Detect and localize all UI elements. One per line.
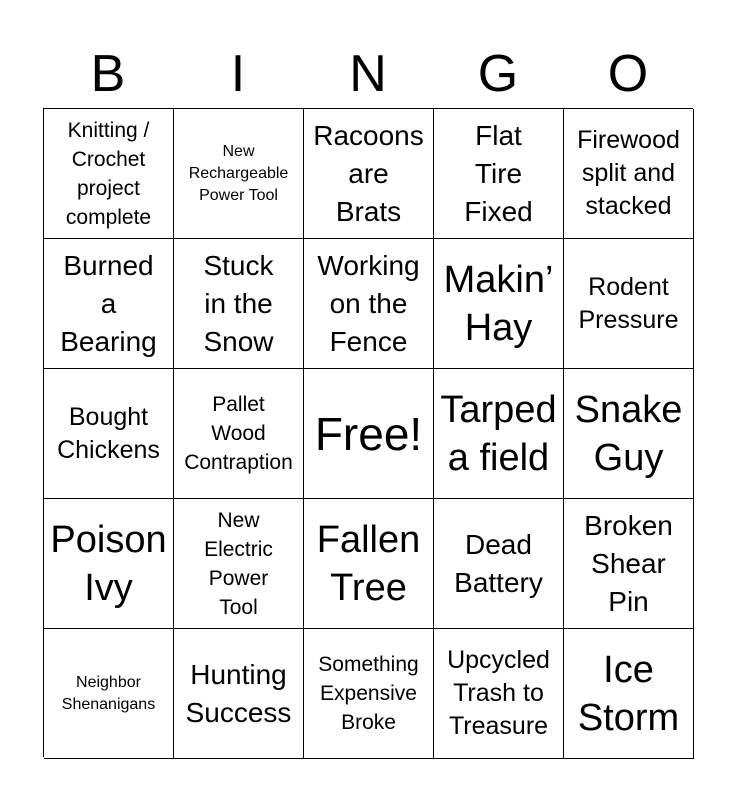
bingo-cell-o2[interactable]	[564, 239, 694, 369]
bingo-board	[43, 108, 693, 757]
bingo-cell-n5[interactable]	[304, 629, 434, 759]
header-letter-g: G	[477, 45, 519, 103]
bingo-cell-label: Firewood split and stacked	[577, 126, 680, 220]
header-letter-b: B	[90, 45, 126, 103]
bingo-cell-label: Flat Tire Fixed	[464, 119, 533, 227]
bingo-cell-label: Stuck in the Snow	[203, 249, 274, 357]
bingo-cell-label: Poison Ivy	[50, 518, 167, 609]
bingo-cell-o5[interactable]	[564, 629, 694, 759]
bingo-cell-label: New Rechargeable Power Tool	[188, 142, 289, 204]
bingo-cell-i3[interactable]	[174, 369, 304, 499]
bingo-cell-i4[interactable]	[174, 499, 304, 629]
bingo-cell-label: Racoons are Brats	[313, 119, 424, 227]
bingo-cell-i5[interactable]	[174, 629, 304, 759]
bingo-cell-label: Something Expensive Broke	[318, 653, 419, 734]
bingo-cell-label: Dead Battery	[454, 528, 543, 598]
bingo-cell-b4[interactable]	[44, 499, 174, 629]
bingo-cell-label: Knitting / Crochet project complete	[65, 118, 152, 229]
bingo-cell-g3[interactable]	[434, 369, 564, 499]
bingo-cell-i2[interactable]	[174, 239, 304, 369]
bingo-cell-b5[interactable]	[44, 629, 174, 759]
bingo-cell-o3[interactable]	[564, 369, 694, 499]
bingo-cell-n3[interactable]	[304, 369, 434, 499]
header-letter-i: I	[230, 45, 246, 103]
bingo-cell-label: New Electric Power Tool	[204, 508, 273, 619]
bingo-cell-n1[interactable]	[304, 109, 434, 239]
bingo-cell-b3[interactable]	[44, 369, 174, 499]
bingo-cell-g2[interactable]	[434, 239, 564, 369]
bingo-cell-g5[interactable]	[434, 629, 564, 759]
bingo-cell-label: Tarped a field	[440, 388, 557, 479]
bingo-cell-label: Hunting Success	[185, 658, 292, 728]
bingo-cell-label: Burned a Bearing	[60, 249, 157, 357]
bingo-cell-label: Working on the Fence	[317, 249, 420, 357]
bingo-cell-label: Free!	[314, 407, 423, 460]
header-letter-n: N	[349, 45, 387, 103]
header-letter-o: O	[607, 45, 649, 103]
bingo-cell-label: Neighbor Shenanigans	[61, 673, 156, 713]
bingo-cell-label: Ice Storm	[577, 648, 680, 739]
bingo-cell-label: Makin’ Hay	[443, 258, 554, 349]
bingo-cell-label: Broken Shear Pin	[584, 509, 673, 617]
bingo-cell-label: Snake Guy	[574, 388, 683, 479]
bingo-header	[43, 40, 693, 108]
bingo-cell-label: Upcycled Trash to Treasure	[447, 646, 550, 740]
bingo-cell-g1[interactable]	[434, 109, 564, 239]
bingo-cell-label: Pallet Wood Contraption	[184, 393, 293, 474]
bingo-cell-n2[interactable]	[304, 239, 434, 369]
bingo-cell-o1[interactable]	[564, 109, 694, 239]
bingo-cell-label: Rodent Pressure	[578, 272, 679, 334]
bingo-cell-o4[interactable]	[564, 499, 694, 629]
bingo-cell-i1[interactable]	[174, 109, 304, 239]
bingo-cell-label: Fallen Tree	[316, 518, 421, 609]
bingo-cell-n4[interactable]	[304, 499, 434, 629]
bingo-cell-label: Bought Chickens	[57, 402, 160, 464]
bingo-cell-b2[interactable]	[44, 239, 174, 369]
bingo-cell-b1[interactable]	[44, 109, 174, 239]
bingo-cell-g4[interactable]	[434, 499, 564, 629]
